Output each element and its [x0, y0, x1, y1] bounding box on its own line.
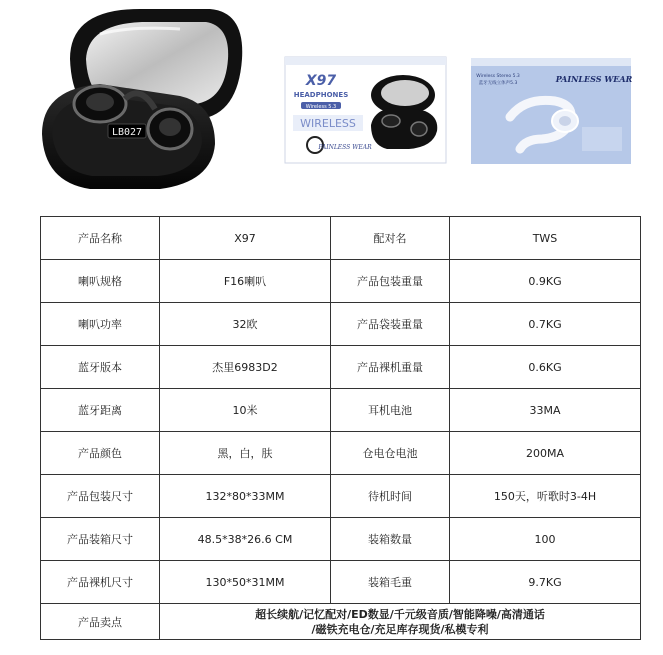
selling-points-row [41, 604, 641, 640]
cell-label: 产品袋装重量 [331, 303, 450, 346]
box-banner-text: WIRELESS [300, 117, 356, 130]
cell-label: 待机时间 [331, 475, 450, 518]
cell-value: 0.9KG [450, 260, 641, 303]
cell-label: 蓝牙距离 [41, 389, 160, 432]
cell-label: 耳机电池 [331, 389, 450, 432]
box-model-text: X97 [305, 73, 337, 89]
table-row [41, 432, 641, 475]
box-version-text: Wireless 5.3 [305, 104, 337, 110]
cell-value: 200MA [450, 432, 641, 475]
spec-table [40, 216, 641, 640]
cell-label: 装箱数量 [331, 518, 450, 561]
case-display-readout: LB027 [111, 127, 143, 138]
cell-value: X97 [160, 217, 331, 260]
cell-value: 48.5*38*26.6 CM [160, 518, 331, 561]
box-subtitle-text: HEADPHONES [293, 91, 349, 99]
box-brand-text: PAINLESS WEAR [318, 144, 372, 151]
table-row [41, 518, 641, 561]
cell-value: 32欧 [160, 303, 331, 346]
table-row [41, 217, 641, 260]
cell-value: 100 [450, 518, 641, 561]
box-front-photo [283, 55, 448, 165]
cell-value: F16喇叭 [160, 260, 331, 303]
cell-label: 装箱毛重 [331, 561, 450, 604]
cell-value: 9.7KG [450, 561, 641, 604]
cell-value: 0.6KG [450, 346, 641, 389]
box-back-header-cn: 蓝牙无线立体声5.3 [478, 81, 518, 86]
product-case-photo [30, 4, 252, 204]
cell-value: 杰里6983D2 [160, 346, 331, 389]
cell-label: 产品颜色 [41, 432, 160, 475]
cell-label: 喇叭规格 [41, 260, 160, 303]
cell-label: 产品包装尺寸 [41, 475, 160, 518]
cell-value: 黑，白，肤 [160, 432, 331, 475]
selling-points-line: /磁铁充电仓/充足库存现货/私模专利 [311, 622, 489, 636]
selling-points-label: 产品卖点 [41, 604, 160, 640]
table-row [41, 389, 641, 432]
box-back-photo [470, 57, 632, 165]
cell-value: TWS [450, 217, 641, 260]
cell-label: 产品裸机尺寸 [41, 561, 160, 604]
cell-value: 150天，听歌时3-4H [450, 475, 641, 518]
box-back-header: Wireless Stereo 5.3 [476, 74, 520, 79]
cell-label: 产品名称 [41, 217, 160, 260]
box-back-brand: PAINLESS WEAR [555, 74, 632, 84]
table-row [41, 260, 641, 303]
selling-points-cell [160, 604, 641, 640]
cell-label: 产品裸机重量 [331, 346, 450, 389]
cell-value: 33MA [450, 389, 641, 432]
cell-label: 蓝牙版本 [41, 346, 160, 389]
table-row [41, 346, 641, 389]
table-row [41, 303, 641, 346]
cell-value: 132*80*33MM [160, 475, 331, 518]
cell-label: 产品包装重量 [331, 260, 450, 303]
cell-label: 喇叭功率 [41, 303, 160, 346]
cell-value: 10米 [160, 389, 331, 432]
cell-label: 产品装箱尺寸 [41, 518, 160, 561]
cell-value: 0.7KG [450, 303, 641, 346]
selling-points-line: 超长续航/记忆配对/ED数显/千元级音质/智能降噪/高清通话 [255, 607, 545, 621]
cell-label: 仓电仓电池 [331, 432, 450, 475]
table-row [41, 475, 641, 518]
cell-label: 配对名 [331, 217, 450, 260]
table-row [41, 561, 641, 604]
cell-value: 130*50*31MM [160, 561, 331, 604]
